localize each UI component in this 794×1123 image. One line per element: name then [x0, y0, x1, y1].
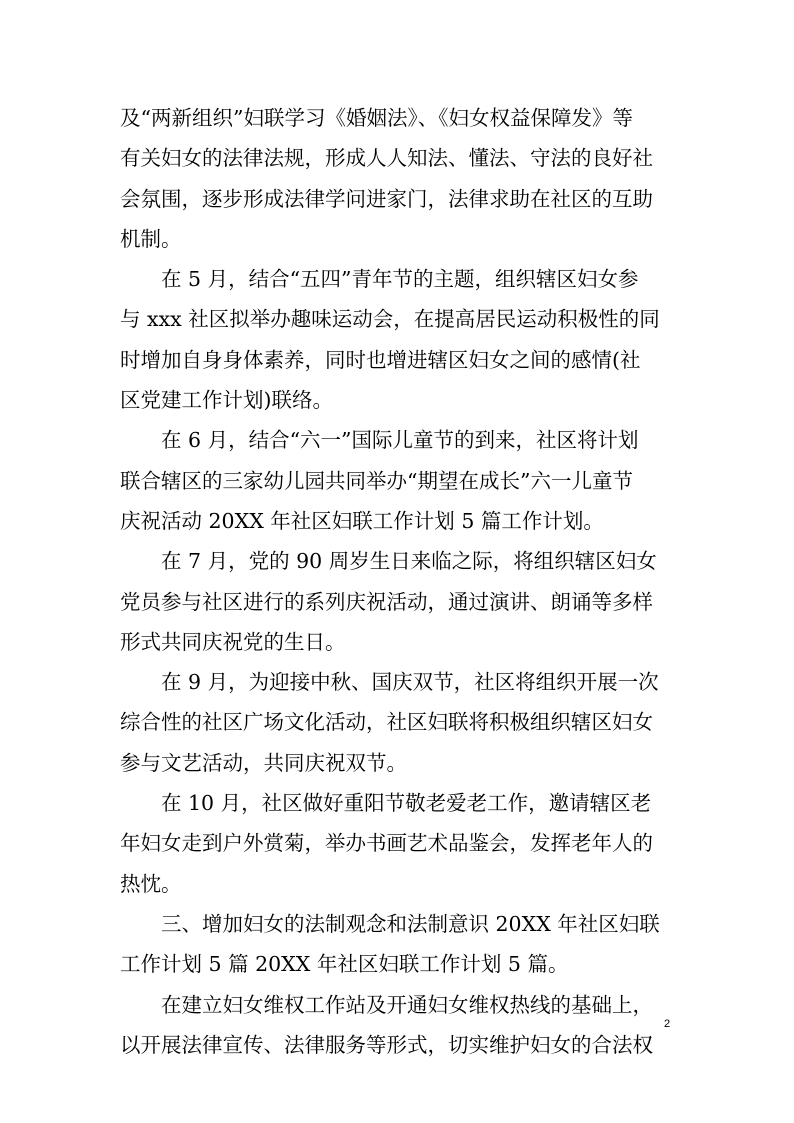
paragraph: [120, 985, 680, 1066]
text-line: 党员参与社区进行的系列庆祝活动，通过演讲、朗诵等多样: [120, 589, 653, 614]
paragraph: [120, 783, 680, 904]
paragraph: [120, 259, 680, 420]
paragraph: [120, 420, 680, 541]
text-line: 会氛围，逐步形成法律学问进家门，法律求助在社区的互助: [120, 186, 653, 211]
text-line: 形式共同庆祝党的生日。: [120, 629, 346, 654]
text-line: 联合辖区的三家幼儿园共同举办“期望在成长”六一儿童节: [120, 468, 633, 493]
text-line: 及“两新组织”妇联学习《婚姻法》、《妇女权益保障发》等: [120, 106, 633, 130]
paragraph: [120, 541, 680, 662]
text-line: 参与文艺活动，共同庆祝双节。: [120, 750, 407, 775]
paragraph: [120, 904, 680, 985]
page-number: 2: [664, 1018, 671, 1030]
text-line: 热忱。: [120, 871, 182, 896]
text-line: 庆祝活动 20XX 年社区妇联工作计划 5 篇工作计划。: [120, 508, 604, 533]
text-line: 在 9 月，为迎接中秋、国庆双节，社区将组织开展一次: [161, 670, 659, 695]
text-line: 在 10 月，社区做好重阳节敬老爱老工作，邀请辖区老: [161, 791, 652, 816]
text-line: 三、增加妇女的法制观念和法制意识 20XX 年社区妇联: [161, 911, 660, 936]
body-text: [120, 98, 680, 1065]
text-line: 时增加自身身体素养，同时也增进辖区妇女之间的感情(社: [120, 347, 641, 372]
text-line: 区党建工作计划)联络。: [120, 388, 333, 413]
text-line: 在建立妇女维权工作站及开通妇女维权热线的基础上，: [161, 992, 653, 1017]
text-line: 在 5 月，结合“五四”青年节的主题，组织辖区妇女参: [161, 267, 639, 292]
text-line: 有关妇女的法律法规，形成人人知法、懂法、守法的良好社: [120, 146, 653, 171]
text-line: 在 7 月，党的 90 周岁生日来临之际，将组织辖区妇女: [161, 549, 657, 574]
text-line: 年妇女走到户外赏菊，举办书画艺术品鉴会，发挥老年人的: [120, 831, 653, 856]
text-line: 综合性的社区广场文化活动，社区妇联将积极组织辖区妇女: [120, 710, 653, 735]
text-line: 以开展法律宣传、法律服务等形式，切实维护妇女的合法权: [120, 1032, 653, 1057]
paragraph: [120, 662, 680, 783]
paragraph: [120, 98, 680, 259]
text-line: 工作计划 5 篇 20XX 年社区妇联工作计划 5 篇。: [120, 952, 569, 977]
text-line: 与 xxx 社区拟举办趣味运动会，在提高居民运动积极性的同: [120, 307, 660, 332]
text-line: 机制。: [120, 226, 182, 251]
text-line: 在 6 月，结合“六一”国际儿童节的到来，社区将计划: [161, 428, 639, 453]
